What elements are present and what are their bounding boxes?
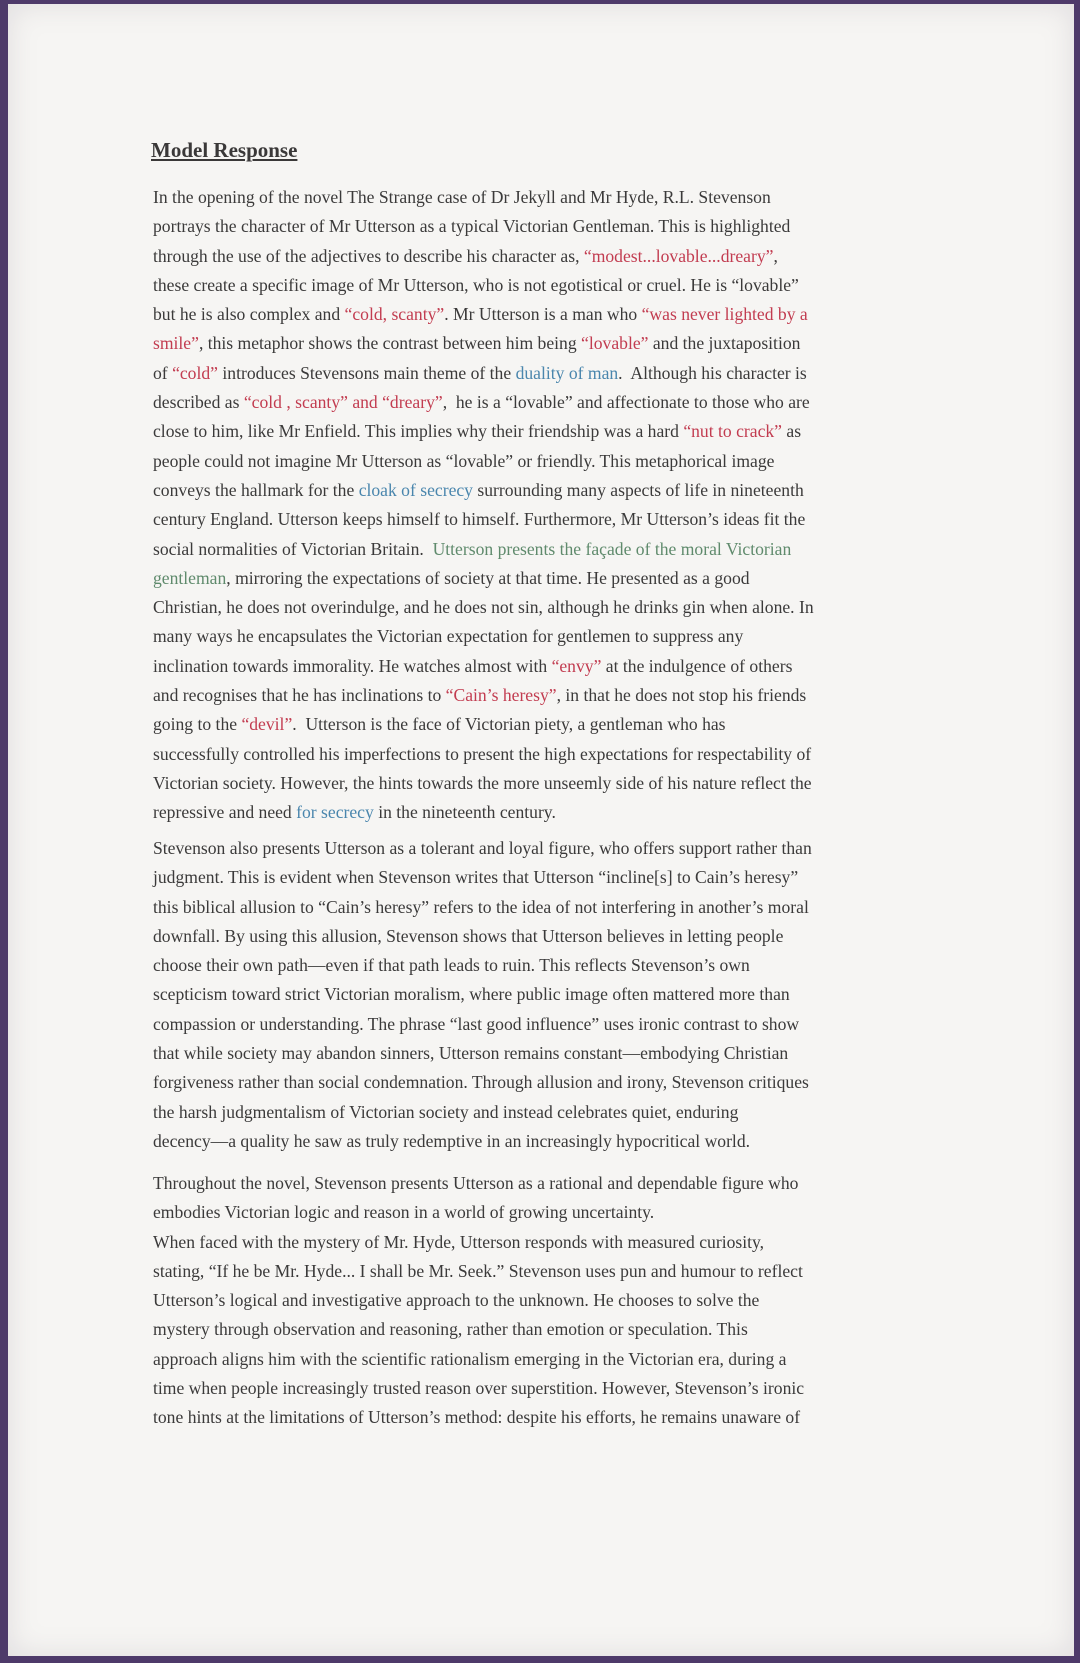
text-segment: at the indulgence of others xyxy=(601,655,793,676)
paragraph-1 xyxy=(153,183,814,828)
text-line xyxy=(153,1374,804,1403)
text-segment: as xyxy=(782,421,802,442)
text-segment: described as xyxy=(153,392,244,413)
text-segment: close to him, like Mr Enfield. This implies why their friendship was a hard xyxy=(153,421,684,442)
highlighted-quote: “cold, scanty” xyxy=(344,304,445,325)
highlighted-quote: cloak of secrecy xyxy=(358,479,473,500)
text-line xyxy=(153,535,814,564)
paragraph-3 xyxy=(153,1169,804,1433)
text-line xyxy=(153,359,814,388)
text-line xyxy=(153,798,814,827)
text-segment: but he is also complex and xyxy=(153,304,345,325)
text-line xyxy=(153,1198,804,1227)
highlighted-quote: Utterson presents the façade of the moral Victorian xyxy=(432,538,792,559)
text-segment: going to the xyxy=(153,714,242,735)
text-line xyxy=(153,271,814,300)
text-line xyxy=(153,1098,812,1127)
text-line xyxy=(153,1127,812,1156)
text-segment: mystery through observation and reasoning, rather than emotion or speculation. This xyxy=(153,1319,748,1340)
text-line xyxy=(153,564,814,593)
text-segment: , xyxy=(773,245,778,266)
text-line xyxy=(153,447,814,476)
text-line xyxy=(153,1068,812,1097)
text-line xyxy=(153,476,814,505)
text-line xyxy=(153,183,814,212)
text-segment: When faced with the mystery of Mr. Hyde, Utterson responds with measured curiosity, xyxy=(153,1231,765,1252)
text-segment: inclination towards immorality. He watches almost with xyxy=(153,655,552,676)
highlighted-quote: smile” xyxy=(153,333,199,354)
text-line xyxy=(153,1286,804,1315)
text-line xyxy=(153,1010,812,1039)
text-segment: decency—a quality he saw as truly redemptive in an increasingly hypocritical world. xyxy=(153,1130,751,1151)
text-segment: embodies Victorian logic and reason in a world of growing uncertainty. xyxy=(153,1202,655,1223)
text-segment: Throughout the novel, Stevenson presents Utterson as a rational and dependable figure who xyxy=(153,1173,799,1193)
text-segment: , mirroring the expectations of society at that time. He presented as a good xyxy=(226,567,750,588)
highlighted-quote: “envy” xyxy=(551,655,602,676)
highlighted-quote: “Cain’s heresy” xyxy=(445,685,557,706)
text-segment: many ways he encapsulates the Victorian expectation for gentlemen to suppress any xyxy=(153,626,744,647)
text-segment: . Although his character is xyxy=(618,362,807,383)
text-segment: stating, “If he be Mr. Hyde... I shall be Mr. Seek.” Stevenson uses pun and humour to reflect xyxy=(153,1260,803,1281)
text-segment: In the opening of the novel The Strange case of Dr Jekyll and Mr Hyde, R.L. Stevenson xyxy=(153,187,771,207)
highlighted-quote: “lovable” xyxy=(581,333,649,354)
text-segment: people could not imagine Mr Utterson as “lovable” or friendly. This metaphorical image xyxy=(153,450,775,471)
text-line xyxy=(153,922,812,951)
text-segment: , he is a “lovable” and affectionate to those who are xyxy=(442,392,810,413)
text-line xyxy=(153,1039,812,1068)
text-segment: . Mr Utterson is a man who xyxy=(444,304,642,325)
text-segment: portrays the character of Mr Utterson as a typical Victorian Gentleman. This is highlighted xyxy=(153,216,791,237)
text-segment: this biblical allusion to “Cain’s heresy” refers to the idea of not interfering in another’s moral xyxy=(153,896,809,917)
highlighted-quote: “modest...lovable...dreary” xyxy=(583,245,774,266)
text-segment: and the juxtaposition xyxy=(648,333,801,354)
text-line xyxy=(153,980,812,1009)
text-line xyxy=(153,951,812,980)
text-line xyxy=(153,1169,804,1198)
text-line xyxy=(153,1257,804,1286)
text-segment: through the use of the adjectives to describe his character as, xyxy=(153,245,584,266)
text-line xyxy=(153,652,814,681)
text-segment: in the nineteenth century. xyxy=(373,802,556,823)
text-segment: , in that he does not stop his friends xyxy=(556,685,807,706)
text-line xyxy=(153,1228,804,1257)
text-line xyxy=(153,681,814,710)
text-segment: choose their own path—even if that path leads to ruin. This reflects Stevenson’s own xyxy=(153,955,750,976)
paragraph-2 xyxy=(153,834,812,1156)
text-line xyxy=(153,834,812,863)
text-segment: Christian, he does not overindulge, and he does not sin, although he drinks gin when alone. In xyxy=(153,597,814,618)
text-segment: surrounding many aspects of life in nineteenth xyxy=(472,479,804,500)
highlighted-quote: “cold , scanty” and “dreary” xyxy=(243,392,443,413)
text-line xyxy=(153,769,814,798)
text-line xyxy=(153,622,814,651)
text-segment: judgment. This is evident when Stevenson writes that Utterson “incline[s] to Cain’s heresy” xyxy=(153,867,799,888)
highlighted-quote: duality of man xyxy=(515,362,619,383)
text-segment: successfully controlled his imperfections to present the high expectations for respectability of xyxy=(153,743,812,764)
highlighted-quote: “devil” xyxy=(241,714,293,735)
highlighted-quote: for secrecy xyxy=(296,802,374,823)
text-line xyxy=(153,300,814,329)
text-segment: conveys the hallmark for the xyxy=(153,479,359,500)
highlighted-quote: gentleman xyxy=(153,567,227,588)
text-line xyxy=(153,1403,804,1432)
text-segment: the harsh judgmentalism of Victorian society and instead celebrates quiet, enduring xyxy=(153,1101,739,1122)
text-line xyxy=(153,863,812,892)
text-segment: introduces Stevensons main theme of the xyxy=(217,362,516,383)
text-segment: social normalities of Victorian Britain. xyxy=(153,538,433,559)
text-line xyxy=(153,893,812,922)
text-segment: of xyxy=(153,362,173,383)
text-line xyxy=(153,1345,804,1374)
text-segment: forgiveness rather than social condemnation. Through allusion and irony, Stevenson critiques xyxy=(153,1072,809,1093)
text-line xyxy=(153,710,814,739)
text-segment: repressive and need xyxy=(153,802,297,823)
text-segment: Victorian society. However, the hints towards the more unseemly side of his nature reflect the xyxy=(153,772,812,793)
text-segment: . Utterson is the face of Victorian piety, a gentleman who has xyxy=(292,714,726,735)
text-segment: scepticism toward strict Victorian moralism, where public image often mattered more than xyxy=(153,984,790,1005)
text-segment: century England. Utterson keeps himself to himself. Furthermore, Mr Utterson’s ideas fit the xyxy=(153,509,806,530)
text-segment: Stevenson also presents Utterson as a tolerant and loyal figure, who offers support rather than xyxy=(153,838,812,858)
highlighted-quote: “cold” xyxy=(172,362,218,383)
text-line xyxy=(153,505,814,534)
text-segment: and recognises that he has inclinations to xyxy=(153,685,446,706)
document-title: Model Response xyxy=(151,138,298,162)
text-segment: that while society may abandon sinners, Utterson remains constant—embodying Christian xyxy=(153,1043,789,1064)
text-line xyxy=(153,242,814,271)
text-line xyxy=(153,388,814,417)
text-line xyxy=(153,329,814,358)
text-segment: time when people increasingly trusted reason over superstition. However, Stevenson’s ironic xyxy=(153,1378,805,1399)
text-line xyxy=(153,740,814,769)
document-page xyxy=(8,4,1074,1656)
text-line xyxy=(153,1315,804,1344)
text-segment: tone hints at the limitations of Utterson’s method: despite his efforts, he remains unaware of xyxy=(153,1407,801,1428)
text-segment: these create a specific image of Mr Utterson, who is not egotistical or cruel. He is “lovable” xyxy=(153,274,799,295)
text-line xyxy=(153,593,814,622)
highlighted-quote: “was never lighted by a xyxy=(641,304,808,325)
text-segment: downfall. By using this allusion, Stevenson shows that Utterson believes in letting people xyxy=(153,925,784,946)
highlighted-quote: “nut to crack” xyxy=(683,421,782,442)
text-segment: approach aligns him with the scientific rationalism emerging in the Victorian era, during a xyxy=(153,1348,787,1369)
text-segment: , this metaphor shows the contrast between him being xyxy=(198,333,582,354)
text-segment: compassion or understanding. The phrase “last good influence” uses ironic contrast to show xyxy=(153,1013,800,1034)
text-line xyxy=(153,212,814,241)
text-segment: Utterson’s logical and investigative approach to the unknown. He chooses to solve the xyxy=(153,1290,760,1311)
text-line xyxy=(153,417,814,446)
